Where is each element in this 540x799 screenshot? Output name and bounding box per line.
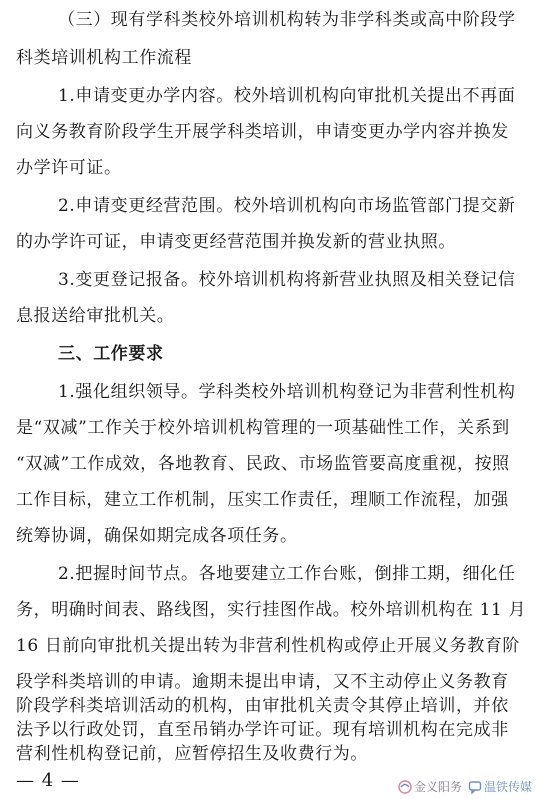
swirl-icon [398,780,412,794]
paragraph-line: 段学科类培训的申请。逾期未提出申请，又不主动停止义务教育 [16,672,509,692]
watermark-logo-left [398,778,462,795]
paragraph-line: “双减”工作成效，各地教育、民政、市场监管要高度重视，按照 [16,454,510,474]
paragraph-line: 工作目标，建立工作机制，压实工作责任，理顺工作流程，加强 [16,490,509,510]
paragraph-line: 阶段学科类培训活动的机构，由审批机关责令其停止培训，并依 [16,696,509,716]
chat-icon [468,780,482,794]
paragraph-line: 务，明确时间表、路线图，实行挂图作战。校外培训机构在 11 月 [16,600,527,620]
paragraph-line: 1.申请变更办学内容。校外培训机构向审批机关提出不再面 [58,86,516,106]
section-heading-line-1: （三）现有学科类校外培训机构转为非学科类或高中阶段学 [58,10,516,30]
watermark [398,778,532,795]
paragraph-line: 2.把握时间节点。各地要建立工作台账，倒排工期，细化任 [58,564,516,584]
page-number: — 4 — [16,770,80,791]
paragraph-line: 办学许可证。 [16,158,122,178]
paragraph-line: 向义务教育阶段学生开展学科类培训，申请变更办学内容并换发 [16,122,509,142]
paragraph-line: 1.强化组织领导。学科类校外培训机构登记为非营利性机构 [58,382,516,402]
paragraph-line: 16 日前向审批机关提出转为非营利性机构或停止开展义务教育阶 [16,636,521,656]
watermark-text-right: 温铁传媒 [483,780,532,794]
watermark-text-left: 金义阳务 [413,780,462,794]
paragraph-line: 法予以行政处罚，直至吊销办学许可证。现有培训机构在完成非 [16,720,509,740]
paragraph-line: 3.变更登记报备。校外培训机构将新营业执照及相关登记信 [58,270,516,290]
paragraph-line: 营利性机构登记前，应暂停招生及收费行为。 [16,744,368,764]
paragraph-line: 是“双减”工作关于校外培训机构管理的一项基础性工作，关系到 [16,418,510,438]
paragraph-line: 2.申请变更经营范围。校外培训机构向市场监管部门提交新 [58,196,516,216]
section-heading-line-2: 科类培训机构工作流程 [16,48,192,68]
paragraph-line: 息报送给审批机关。 [16,306,175,326]
watermark-logo-right [468,778,532,795]
paragraph-line: 的办学许可证，申请变更经营范围并换发新的营业执照。 [16,232,456,252]
paragraph-line: 统筹协调，确保如期完成各项任务。 [16,526,298,546]
section-title: 三、工作要求 [58,344,164,364]
